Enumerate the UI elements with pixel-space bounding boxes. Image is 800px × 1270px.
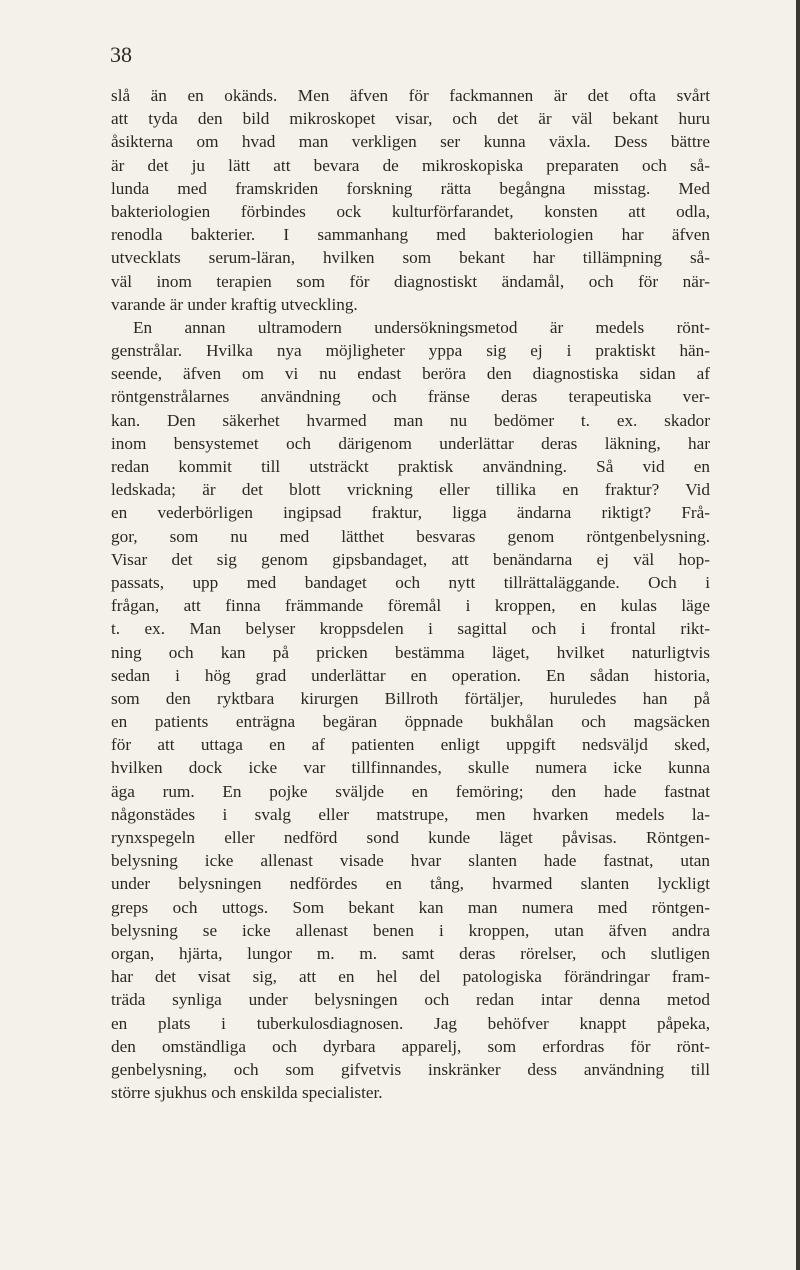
text-line: inom bensystemet och därigenom underlättar deras läkning, har xyxy=(111,433,710,453)
text-line: har det visat sig, att en hel del patologiska förändringar fram- xyxy=(111,967,710,987)
text-line: belysning se icke allenast benen i kroppen, utan äfven andra xyxy=(111,920,710,940)
text-line: ning och kan på pricken bestämma läget, hvilket naturligtvis xyxy=(111,642,710,662)
text-line: renodla bakterier. I sammanhang med bakteriologien har äfven xyxy=(111,225,710,245)
text-line: utvecklats serum-läran, hvilken som bekant har tillämpning så- xyxy=(111,248,710,268)
text-line: redan kommit till utsträckt praktisk användning. Så vid en xyxy=(111,457,710,476)
text-line: att tyda den bild mikroskopet visar, och det är väl bekant huru xyxy=(111,109,710,129)
text-line: sedan i hög grad underlättar en operation. En sådan historia, xyxy=(111,665,710,685)
text-line: väl inom terapien som för diagnostiskt ändamål, och för när- xyxy=(111,271,710,291)
page-number: 38 xyxy=(110,42,132,67)
text-line: passats, upp med bandaget och nytt tillrättaläggande. Och i xyxy=(111,572,710,592)
paragraph-1 xyxy=(111,84,710,316)
text-line: genbelysning, och som gifvetvis inskränker dess användning till xyxy=(111,1059,710,1079)
text-line: belysning icke allenast visade hvar slanten hade fastnat, utan xyxy=(111,851,710,871)
text-line: bakteriologien förbindes ock kulturförfarandet, konsten att odla, xyxy=(111,201,710,221)
text-line: större sjukhus och enskilda specialister. xyxy=(111,1083,383,1103)
text-line: hvilken dock icke var tillfinnandes, skulle numera icke kunna xyxy=(111,758,710,778)
body-text xyxy=(111,84,710,1104)
text-line: träda synliga under belysningen och redan intar denna metod xyxy=(111,990,710,1010)
text-line: som den ryktbara kirurgen Billroth förtäljer, huruledes han på xyxy=(111,688,710,708)
text-line: frågan, att finna främmande föremål i kroppen, en kulas läge xyxy=(111,596,710,616)
text-line: ledskada; är det blott vrickning eller tillika en fraktur? Vid xyxy=(111,480,710,500)
text-line: greps och uttogs. Som bekant kan man numera med röntgen- xyxy=(111,897,710,917)
text-line: En annan ultramodern undersökningsmetod är medels rönt- xyxy=(133,317,710,337)
text-line: varande är under kraftig utveckling. xyxy=(111,294,358,314)
text-line: någonstädes i svalg eller matstrupe, men hvarken medels la- xyxy=(111,804,710,824)
paragraph-2 xyxy=(111,316,710,1104)
text-line: äga rum. En pojke sväljde en femöring; den hade fastnat xyxy=(111,781,710,801)
text-line: är det ju lätt att bevara de mikroskopiska preparaten och så- xyxy=(111,155,710,175)
text-line: rynxspegeln eller nedförd sond kunde läget påvisas. Röntgen- xyxy=(111,828,710,847)
text-line: genstrålar. Hvilka nya möjligheter yppa sig ej i praktiskt hän- xyxy=(111,341,710,361)
text-line: en vederbörligen ingipsad fraktur, ligga ändarna riktigt? Frå- xyxy=(111,503,710,523)
text-line: en patients enträgna begäran öppnade bukhålan och magsäcken xyxy=(111,712,710,732)
text-line: för att uttaga en af patienten enligt uppgift nedsväljd sked, xyxy=(111,735,710,755)
text-line: under belysningen nedfördes en tång, hvarmed slanten lyckligt xyxy=(111,874,710,894)
text-line: Visar det sig genom gipsbandaget, att benändarna ej väl hop- xyxy=(111,549,710,569)
text-line: organ, hjärta, lungor m. m. samt deras rörelser, och slutligen xyxy=(111,943,710,963)
text-line: den omständliga och dyrbara apparelj, som erfordras för rönt- xyxy=(111,1036,710,1056)
text-line: en plats i tuberkulosdiagnosen. Jag behöfver knappt påpeka, xyxy=(111,1013,710,1033)
text-line: slå än en okänds. Men äfven för fackmannen är det ofta svårt xyxy=(111,86,710,105)
text-line: gor, som nu med lätthet besvaras genom röntgenbelysning. xyxy=(111,526,710,546)
text-line: kan. Den säkerhet hvarmed man nu bedömer t. ex. skador xyxy=(111,410,710,430)
text-line: åsikterna om hvad man verkligen ser kunna växla. Dess bättre xyxy=(111,132,710,152)
text-line: röntgenstrålarnes användning och fränse deras terapeutiska ver- xyxy=(111,387,710,407)
text-line: t. ex. Man belyser kroppsdelen i sagittal och i frontal rikt- xyxy=(111,619,710,639)
text-line: seende, äfven om vi nu endast beröra den diagnostiska sidan af xyxy=(111,364,710,384)
text-line: lunda med framskriden forskning rätta begångna misstag. Med xyxy=(111,178,710,198)
page-edge-border xyxy=(796,0,800,1270)
